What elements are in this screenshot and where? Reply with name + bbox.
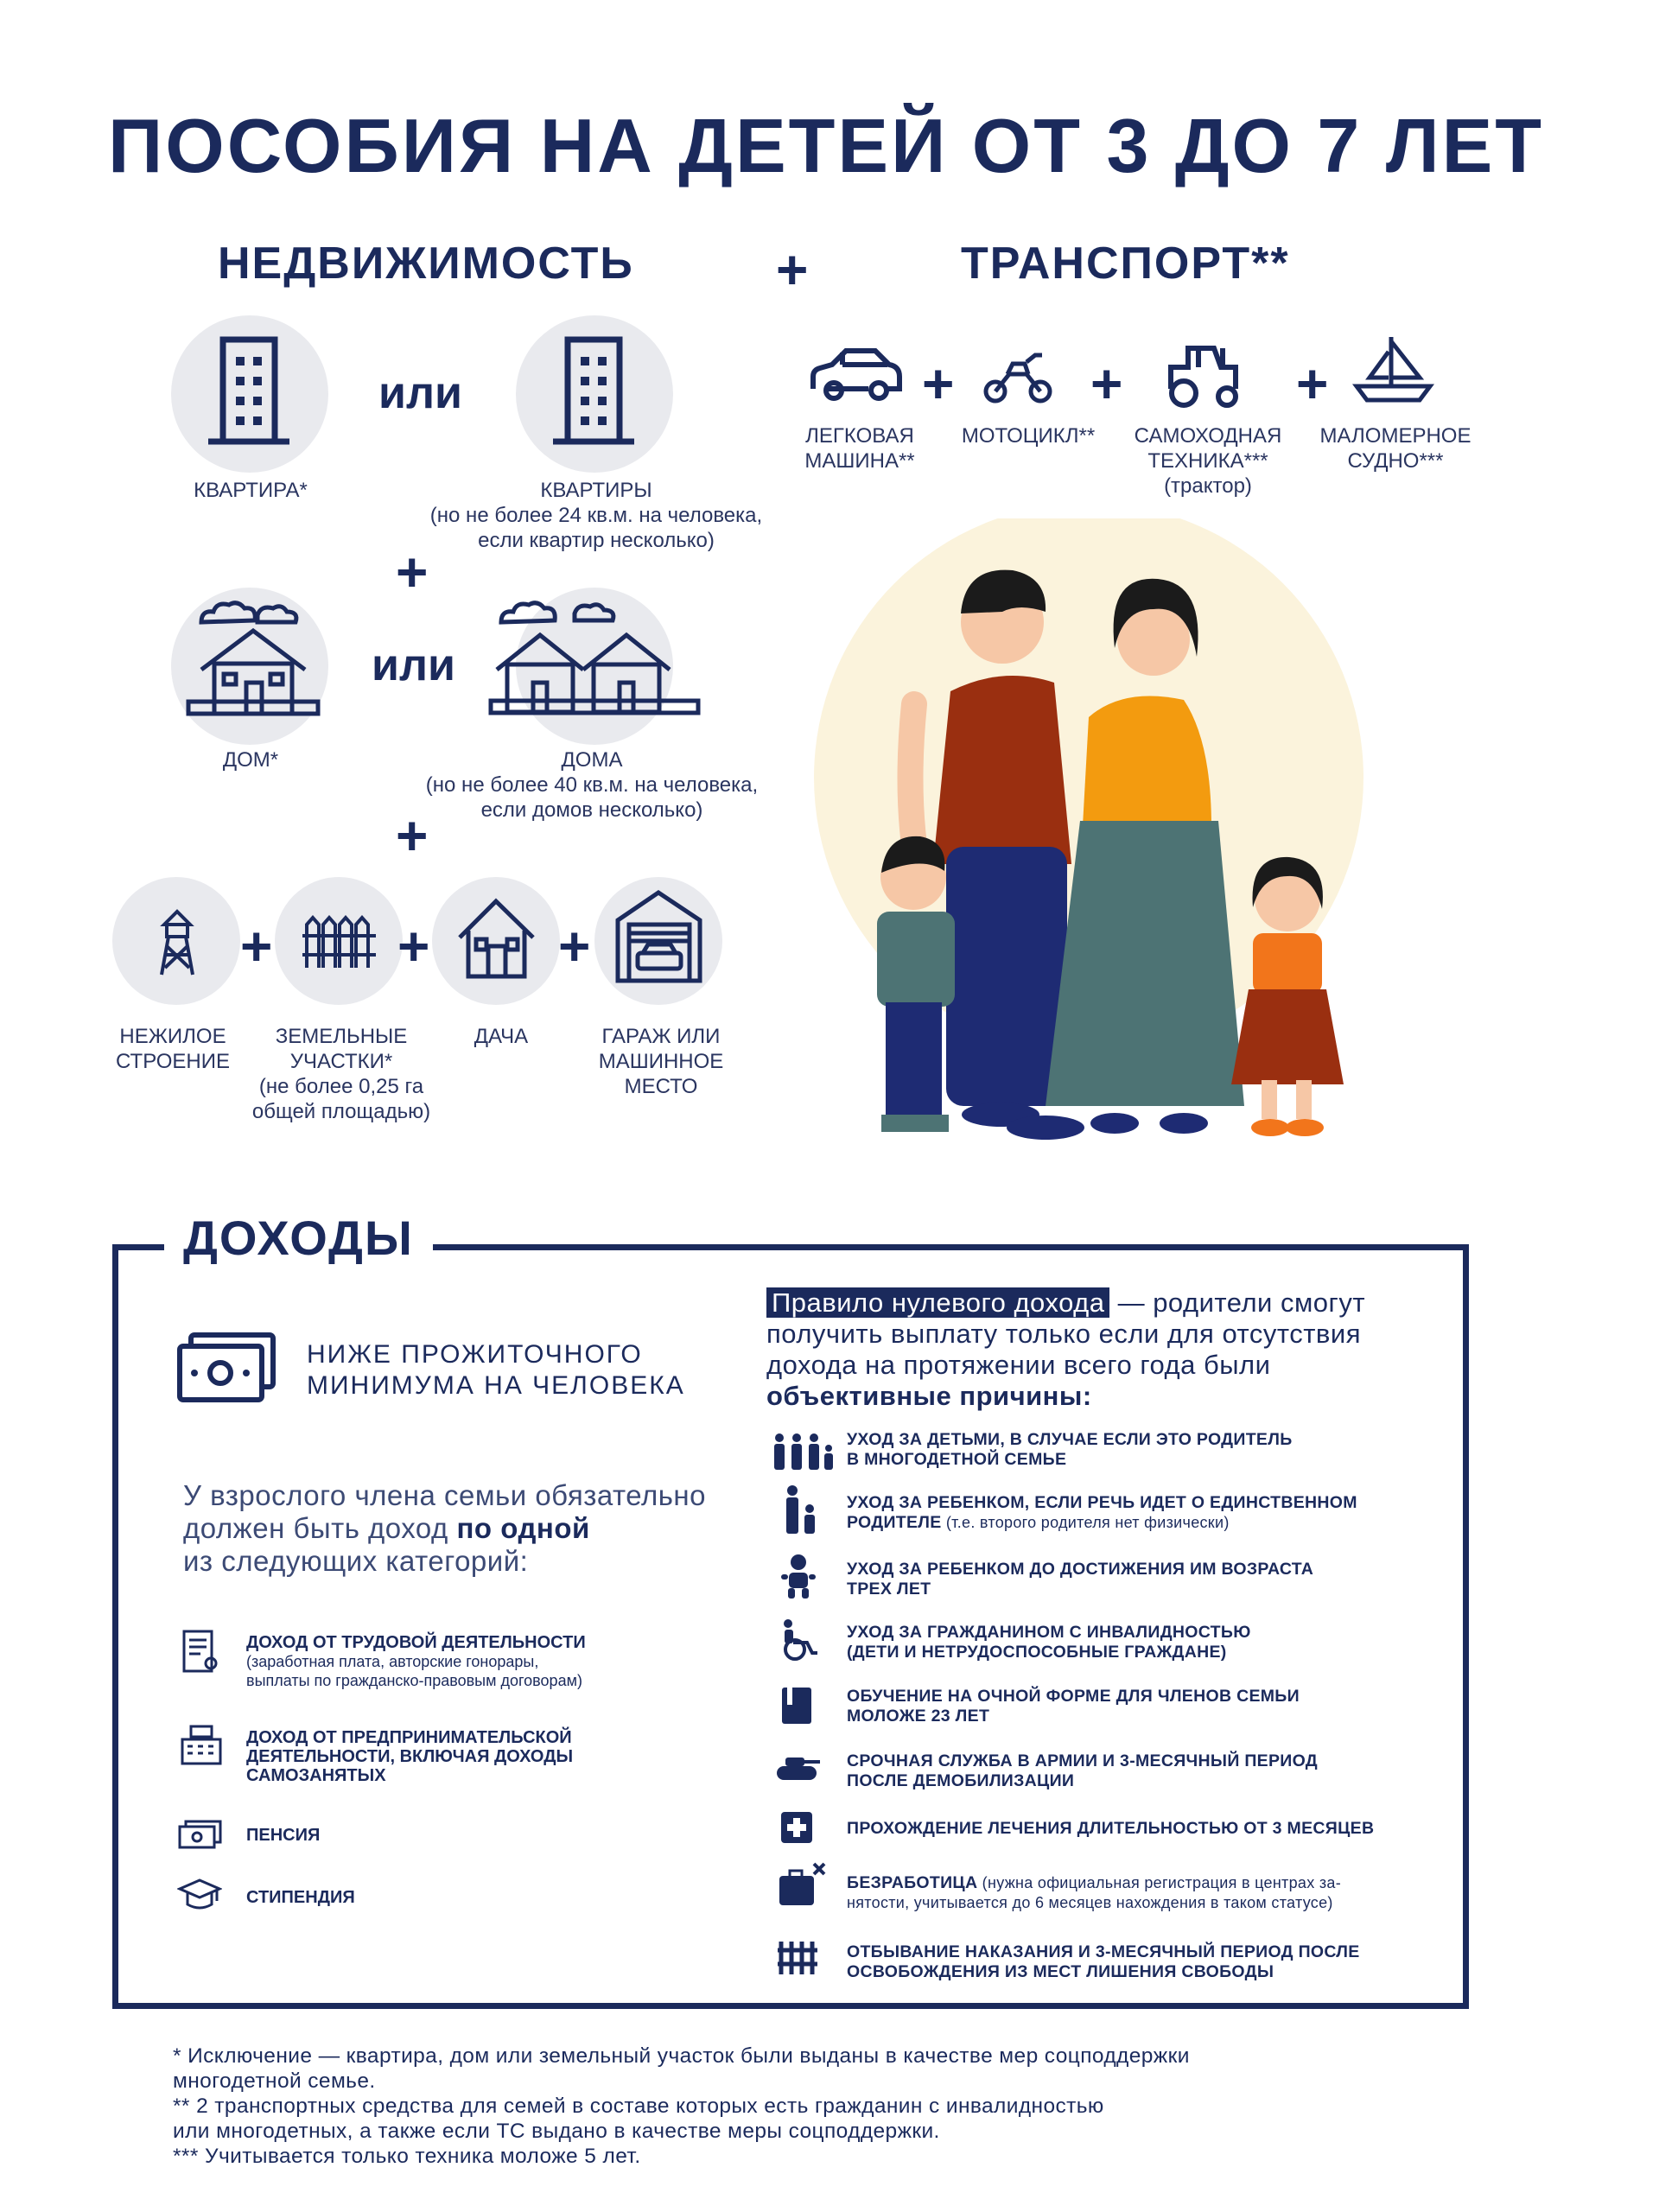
property-heading: НЕДВИЖИМОСТЬ xyxy=(218,238,634,289)
plus-sign: + xyxy=(397,915,430,977)
apartments-building-icon xyxy=(546,335,641,448)
plus-sign: + xyxy=(922,353,955,415)
zero-income-rule: Правило нулевого дохода — родители смогут получить выплату только если для отсутствия дохода на протяжении всего года были объективные причины: xyxy=(766,1287,1366,1411)
document-icon xyxy=(181,1629,221,1675)
dacha-caption: ДАЧА xyxy=(474,1025,529,1048)
nonresidential-caption: НЕЖИЛОЕ СТРОЕНИЕ xyxy=(116,1025,230,1073)
baby-icon xyxy=(778,1554,819,1600)
or-label: или xyxy=(378,368,462,418)
income-item-pension: ПЕНСИЯ xyxy=(246,1826,321,1845)
reason-imprisonment: ОТБЫВАНИЕ НАКАЗАНИЯ И 3-МЕСЯЧНЫЙ ПЕРИОД ПОСЛЕ ОСВОБОЖДЕНИЯ ИЗ МЕСТ ЛИШЕНИЯ СВОБОДЫ xyxy=(847,1942,1360,1981)
income-intro: У взрослого члена семьи обязательно должен быть доход по одной из следующих категорий: xyxy=(183,1479,707,1577)
family-group-icon xyxy=(767,1433,836,1471)
plus-sign: + xyxy=(1090,353,1123,415)
reason-child-under-three: УХОД ЗА РЕБЕНКОМ ДО ДОСТИЖЕНИЯ ИМ ВОЗРАСТА ТРЕХ ЛЕТ xyxy=(847,1560,1314,1599)
plus-sign: + xyxy=(240,915,273,977)
income-item-labor: ДОХОД ОТ ТРУДОВОЙ ДЕЯТЕЛЬНОСТИ (заработная плата, авторские гонорары, выплаты по гражданско-правовым договорам) xyxy=(246,1633,586,1689)
boat-caption: МАЛОМЕРНОЕ СУДНО*** xyxy=(1319,424,1471,473)
plus-sign: + xyxy=(396,541,429,603)
land-caption: ЗЕМЕЛЬНЫЕ УЧАСТКИ* (не более 0,25 га общей площадью) xyxy=(251,1025,431,1123)
house-caption: ДОМ* xyxy=(222,748,279,772)
dacha-house-icon xyxy=(455,894,537,981)
medical-cross-icon xyxy=(779,1810,814,1845)
income-heading: ДОХОДЫ xyxy=(164,1210,433,1266)
houses-caption: ДОМА (но не более 40 кв.м. на человека, если домов несколько) xyxy=(425,748,759,822)
or-label: или xyxy=(372,640,455,690)
car-icon xyxy=(808,346,905,406)
income-item-stipend: СТИПЕНДИЯ xyxy=(246,1888,355,1907)
fence-icon xyxy=(302,912,376,972)
plus-sign: + xyxy=(1296,353,1329,415)
reason-unemployment: БЕЗРАБОТИЦА (нужна официальная регистрация в центрах за- нятости, учитывается до 6 месяцев нахождения в таком статусе) xyxy=(847,1873,1341,1911)
transport-heading: ТРАНСПОРТ** xyxy=(961,238,1290,289)
wheelchair-icon xyxy=(776,1618,821,1662)
unemployment-briefcase-icon xyxy=(776,1862,828,1910)
reason-large-family: УХОД ЗА ДЕТЬМИ, В СЛУЧАЕ ЕСЛИ ЭТО РОДИТЕЛЬ В МНОГОДЕТНОЙ СЕМЬЕ xyxy=(847,1430,1293,1469)
machinery-caption: САМОХОДНАЯ ТЕХНИКА*** (трактор) xyxy=(1134,424,1282,498)
plus-sign: + xyxy=(558,915,591,977)
book-icon xyxy=(779,1685,814,1726)
apartments-caption: КВАРТИРЫ (но не более 24 кв.м. на человека, если квартир несколько) xyxy=(429,479,763,552)
garage-caption: ГАРАЖ ИЛИ МАШИННОЕ МЕСТО xyxy=(598,1025,724,1098)
motorcycle-icon xyxy=(983,350,1052,406)
below-minimum-text: НИЖЕ ПРОЖИТОЧНОГО МИНИМУМА НА ЧЕЛОВЕКА xyxy=(307,1340,685,1400)
graduation-cap-icon xyxy=(177,1877,222,1913)
reason-medical-treatment: ПРОХОЖДЕНИЕ ЛЕЧЕНИЯ ДЛИТЕЛЬНОСТЬЮ ОТ 3 МЕСЯЦЕВ xyxy=(847,1819,1375,1838)
cash-register-icon xyxy=(179,1724,224,1767)
house-icon xyxy=(184,588,322,726)
car-caption: ЛЕГКОВАЯ МАШИНА** xyxy=(804,424,915,473)
plus-sign: + xyxy=(776,238,809,301)
cash-icon xyxy=(175,1331,277,1404)
plus-sign: + xyxy=(396,804,429,867)
prison-bars-icon xyxy=(776,1940,819,1976)
reason-full-time-study: ОБУЧЕНИЕ НА ОЧНОЙ ФОРМЕ ДЛЯ ЧЛЕНОВ СЕМЬИ МОЛОЖЕ 23 ЛЕТ xyxy=(847,1687,1300,1726)
income-item-business: ДОХОД ОТ ПРЕДПРИНИМАТЕЛЬСКОЙ ДЕЯТЕЛЬНОСТИ, ВКЛЮЧАЯ ДОХОДЫ САМОЗАНЯТЫХ xyxy=(246,1728,574,1785)
sailboat-icon xyxy=(1352,333,1434,406)
footnotes: * Исключение — квартира, дом или земельный участок были выданы в качестве мер соцподдержки многодетной семье. ** 2 транспортных средства для семей в составе которых есть гражданин с инвалидностью или многодетных, а также если ТС выдано в качестве меры соцподдержки. *** Учитывается только техника моложе 5 лет. xyxy=(173,2044,1190,2168)
apartment-building-icon xyxy=(201,335,296,448)
family-illustration xyxy=(812,518,1365,1158)
parent-child-icon xyxy=(780,1484,820,1535)
apartment-caption: КВАРТИРА* xyxy=(194,479,308,502)
zero-income-highlight: Правило нулевого дохода xyxy=(766,1287,1109,1318)
houses-icon xyxy=(488,583,704,730)
tank-icon xyxy=(773,1754,822,1783)
watchtower-icon xyxy=(151,907,203,976)
pension-cash-icon xyxy=(177,1819,222,1850)
tractor-icon xyxy=(1162,341,1244,410)
garage-icon xyxy=(613,886,704,985)
page-title: ПОСОБИЯ НА ДЕТЕЙ ОТ 3 ДО 7 ЛЕТ xyxy=(108,103,1545,188)
reason-army-service: СРОЧНАЯ СЛУЖБА В АРМИИ И 3-МЕСЯЧНЫЙ ПЕРИОД ПОСЛЕ ДЕМОБИЛИЗАЦИИ xyxy=(847,1751,1319,1790)
reason-single-parent: УХОД ЗА РЕБЕНКОМ, ЕСЛИ РЕЧЬ ИДЕТ О ЕДИНСТВЕННОМ РОДИТЕЛЕ (т.е. второго родителя нет физически) xyxy=(847,1493,1357,1532)
moto-caption: МОТОЦИКЛ** xyxy=(961,424,1096,448)
reason-disabled-care: УХОД ЗА ГРАЖДАНИНОМ С ИНВАЛИДНОСТЬЮ (ДЕТИ И НЕТРУДОСПОСОБНЫЕ ГРАЖДАНЕ) xyxy=(847,1623,1251,1662)
